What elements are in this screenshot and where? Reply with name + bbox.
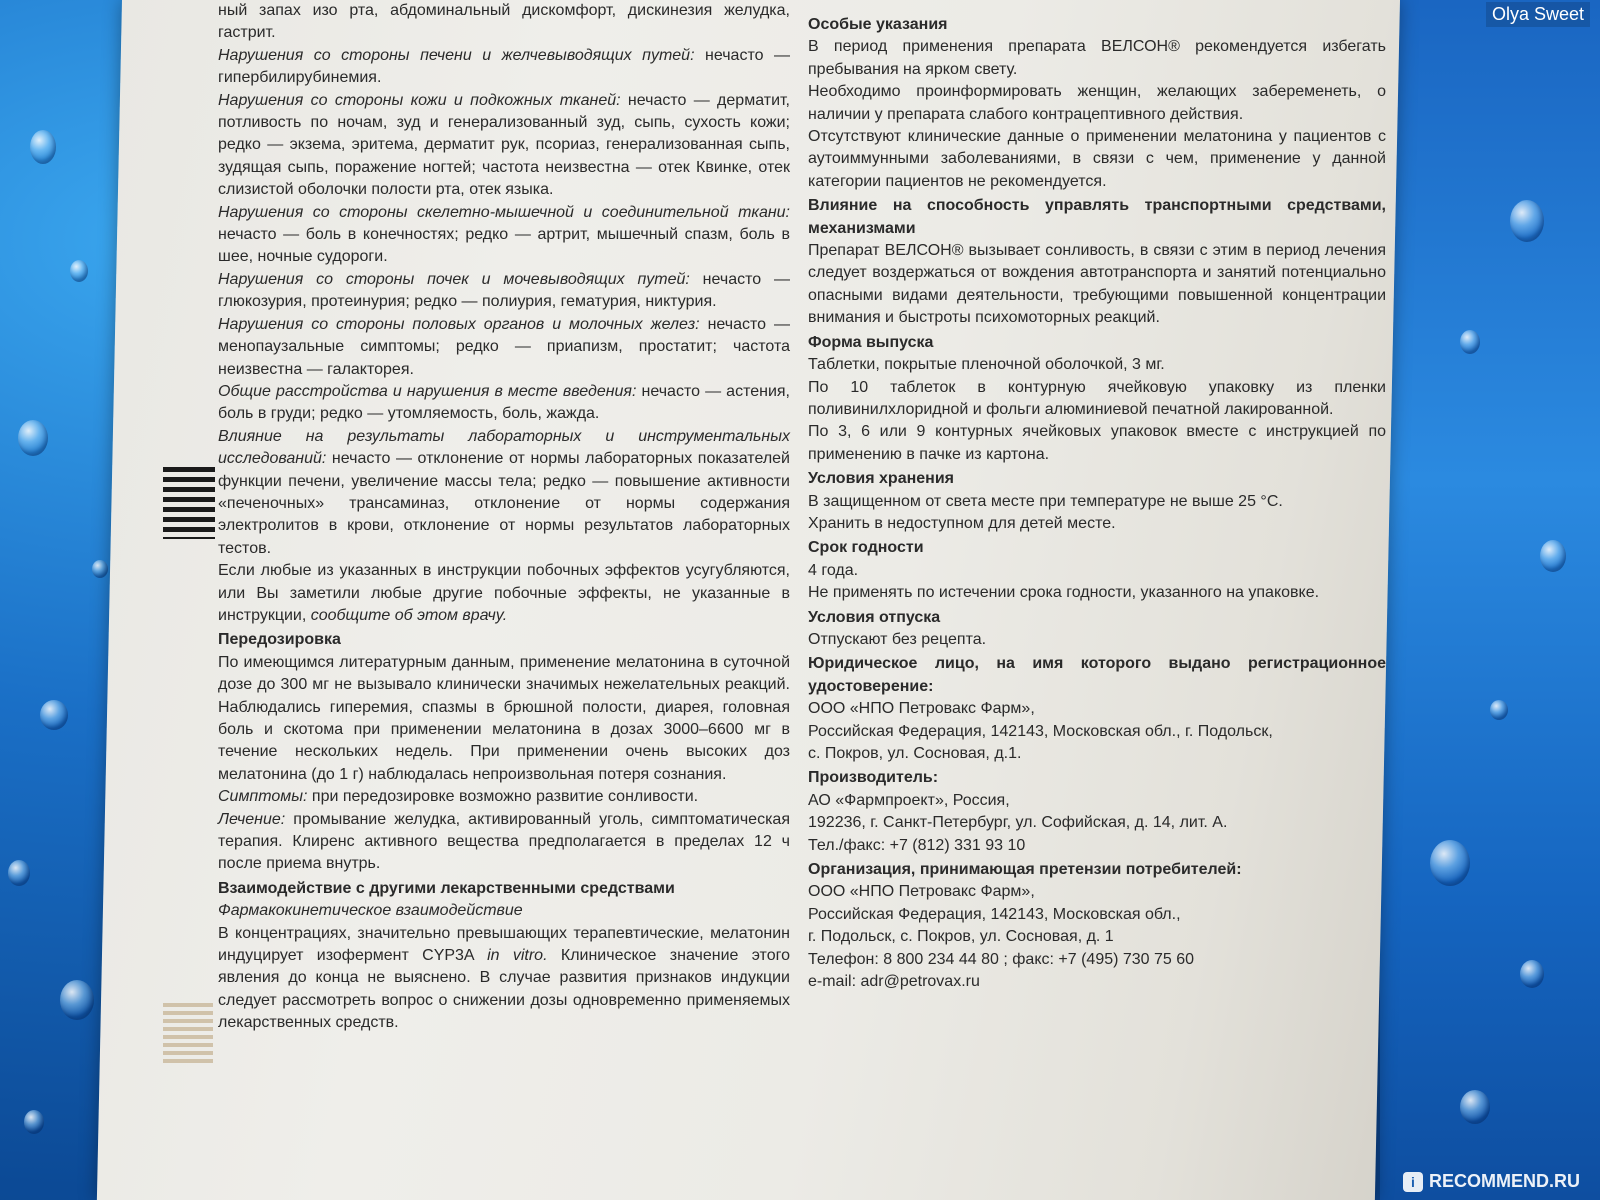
paragraph: Симптомы: при передозировке возможно развитие сонливости. xyxy=(218,788,699,806)
paragraph: В концентрациях, значительно превышающих терапевтические, мелатонин индуцирует изофермент CYP3A in vitro. Клиническое значение этого явления до конца не выяснено. В случае развития признаков индукции следует рассмотреть вопрос о снижении дозы одновременно применяемых лекарственных средств. xyxy=(218,924,790,1032)
section-heading-interaction: Взаимодействие с другими лекарственными средствами xyxy=(218,879,675,897)
section-heading-claims: Организация, принимающая претензии потребителей: xyxy=(808,861,1242,879)
paragraph: Не применять по истечении срока годности, указанного на упаковке. xyxy=(808,584,1320,602)
water-drop xyxy=(30,130,56,164)
paragraph: Общие расстройства и нарушения в месте введения: нечасто — астения, боль в груди; редко — утомляемость, боль, жажда. xyxy=(218,382,790,423)
water-drop xyxy=(1520,960,1544,988)
water-drop xyxy=(8,860,30,886)
section-heading-special: Особые указания xyxy=(808,16,948,33)
address-line: ООО «НПО Петровакс Фарм», xyxy=(808,883,1035,901)
contact-line: e-mail: adr@petrovax.ru xyxy=(808,973,980,991)
paragraph: Хранить в недоступном для детей месте. xyxy=(808,514,1116,532)
paragraph: Если любые из указанных в инструкции побочных эффектов усугубляются, или Вы заметили любые другие побочные эффекты, не указанные в инструкции, сообщите об этом врачу. xyxy=(218,562,790,624)
paragraph: Отпускают без рецепта. xyxy=(808,630,987,648)
paragraph: По 3, 6 или 9 контурных ячейковых упаковок вместе с инструкцией по применению в пачке из картона. xyxy=(808,423,1386,463)
water-drop xyxy=(1510,200,1544,242)
paragraph: Необходимо проинформировать женщин, желающих забеременеть, о наличии у препарата слабого контрацептивного действия. xyxy=(808,83,1386,123)
paragraph: Лечение: промывание желудка, активированный уголь, симптоматическая терапия. Клиренс активного вещества предполагается в пределах 12 ч после приема внутрь. xyxy=(218,810,790,873)
water-drop xyxy=(1460,1090,1490,1124)
paragraph: 4 года. xyxy=(808,561,859,579)
paragraph: По имеющимся литературным данным, применение мелатонина в суточной дозе до 300 мг не вызывало клинически значимых нежелательных реакций. Наблюдались гиперемия, спазмы в брюшной полости, диарея, головная боль и скотома при применении мелатонина в дозах 3000–6600 мг в течение нескольких недель. При применении очень высоких доз мелатонина (до 1 г) наблюдалась непроизвольная потеря сознания. xyxy=(218,653,790,783)
section-heading-dispense: Условия отпуска xyxy=(808,608,941,626)
water-drop xyxy=(70,260,88,282)
section-heading-storage: Условия хранения xyxy=(808,470,954,488)
address-line: АО «Фармпроект», Россия, xyxy=(808,791,1010,809)
address-line: с. Покров, ул. Сосновая, д.1. xyxy=(808,745,1022,762)
paragraph: Препарат ВЕЛСОН® вызывает сонливость, в связи с этим в период лечения следует воздержаться от вождения автотранспорта и занятий потенциально опасными видами деятельности, требующими повышенной концентрации внимания и быстроты психомоторных реакций. xyxy=(808,242,1386,327)
address-line: 192236, г. Санкт-Петербург, ул. Софийская, д. 14, лит. А. xyxy=(808,814,1228,832)
water-drop xyxy=(1540,540,1566,572)
section-heading-form: Форма выпуска xyxy=(808,333,934,351)
water-drop xyxy=(92,560,108,578)
barcode-mark xyxy=(163,467,215,539)
section-heading-shelf-life: Срок годности xyxy=(808,539,924,557)
paragraph: Таблетки, покрытые пленочной оболочкой, 3 мг. xyxy=(808,356,1165,374)
water-drop xyxy=(24,1110,44,1134)
address-line: Российская Федерация, 142143, Московская обл., xyxy=(808,905,1181,923)
paragraph: По 10 таблеток в контурную ячейковую упаковку из пленки поливинилхлоридной и фольги алюминиевой печатной лакированной. xyxy=(808,378,1386,418)
section-heading-legal-entity: Юридическое лицо, на имя которого выдано регистрационное удостоверение: xyxy=(808,655,1386,695)
address-line: Российская Федерация, 142143, Московская обл., г. Подольск, xyxy=(808,722,1273,740)
paragraph: ный запах изо рта, абдоминальный дискомфорт, дискинезия желудка, гастрит. xyxy=(218,2,790,42)
paragraph: Отсутствуют клинические данные о применении мелатонина у пациентов с аутоиммунными заболеваниями, в связи с чем, применение у данной категории пациентов не рекомендуется. xyxy=(808,128,1386,190)
site-watermark xyxy=(1403,1171,1580,1192)
recommend-logo-icon: i xyxy=(1403,1172,1423,1192)
paragraph: В защищенном от света месте при температуре не выше 25 °С. xyxy=(808,492,1283,510)
author-watermark: Olya Sweet xyxy=(1486,2,1590,27)
water-drop xyxy=(1430,840,1470,886)
water-drop xyxy=(40,700,68,730)
contact-line: Телефон: 8 800 234 44 80 ; факс: +7 (495) 730 75 60 xyxy=(808,950,1195,968)
water-drop xyxy=(60,980,94,1020)
left-column xyxy=(218,0,790,1035)
subheading: Фармакокинетическое взаимодействие xyxy=(218,902,523,920)
section-heading-manufacturer: Производитель: xyxy=(808,769,939,787)
water-drop xyxy=(18,420,48,456)
barcode-mark-faded xyxy=(163,1003,213,1063)
paragraph: Нарушения со стороны печени и желчевыводящих путей: нечасто — гипербилирубинемия. xyxy=(218,46,790,87)
address-line: Тел./факс: +7 (812) 331 93 10 xyxy=(808,836,1026,854)
paragraph: В период применения препарата ВЕЛСОН® рекомендуется избегать пребывания на ярком свету. xyxy=(808,38,1386,78)
paragraph: Влияние на результаты лабораторных и инструментальных исследований: нечасто — отклонение от нормы лабораторных показателей функции печени, увеличение массы тела; редко — повышение активности «печеночных» трансаминаз, отклонение от нормы содержания электролитов в крови, отклонение от нормы результатов лабораторных тестов. xyxy=(218,427,790,557)
address-line: ООО «НПО Петровакс Фарм», xyxy=(808,700,1035,718)
water-drop xyxy=(1460,330,1480,354)
paragraph: Нарушения со стороны скелетно-мышечной и соединительной ткани: нечасто — боль в конечностях; редко — артрит, мышечный спазм, боль в шее, ночные судороги. xyxy=(218,203,790,266)
background-water-right xyxy=(1380,0,1600,1200)
paragraph: Нарушения со стороны половых органов и молочных желез: нечасто — менопаузальные симптомы; редко — приапизм, простатит; частота неизвестна — галакторея. xyxy=(218,315,791,378)
address-line: г. Подольск, с. Покров, ул. Сосновая, д. 1 xyxy=(808,928,1114,946)
section-heading-overdose: Передозировка xyxy=(218,631,341,649)
section-heading-driving: Влияние на способность управлять транспортными средствами, механизмами xyxy=(808,197,1386,237)
paragraph: Нарушения со стороны кожи и подкожных тканей: нечасто — дерматит, потливость по ночам, зуд и генерализованный зуд, сыпь, сухость кожи; редко — экзема, эритема, дерматит рук, псориаз, генерализованная сыпь, зудящая сыпь, поражение ногтей; частота неизвестна — отек Квинке, отек слизистой оболочки полости рта, отек языка. xyxy=(218,91,790,199)
site-watermark-text: RECOMMEND.RU xyxy=(1429,1171,1580,1191)
paragraph: Нарушения со стороны почек и мочевыводящих путей: нечасто — глюкозурия, протеинурия; редко — полиурия, гематурия, никтурия. xyxy=(218,270,790,311)
water-drop xyxy=(1490,700,1508,720)
right-column xyxy=(808,12,1386,993)
